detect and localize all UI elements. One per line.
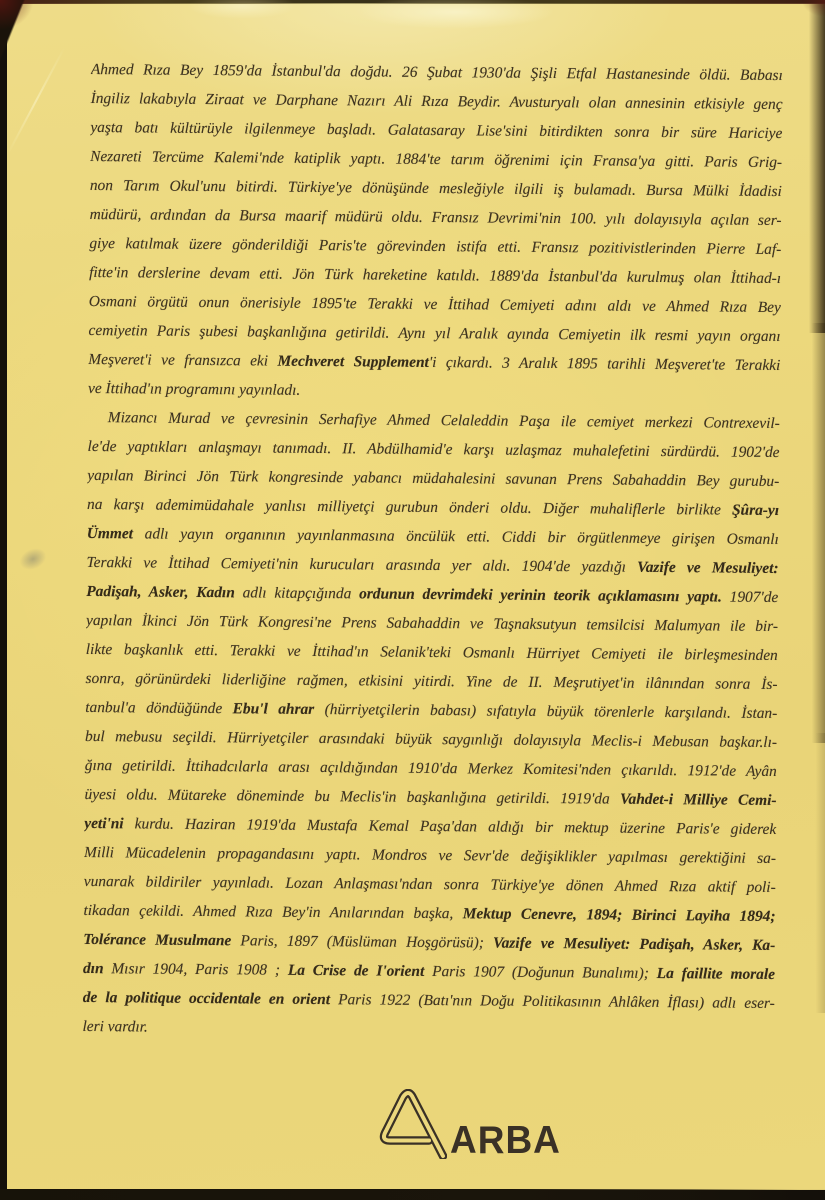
text-line: non Tarım Okul'unu bitirdi. Türkiye'ye dönüşünde mesleğiyle ilgili iş bulamadı. Bursa Mülki İdadisi (89, 176, 782, 201)
text-line: tikadan çekildi. Ahmed Rıza Bey'in Anılarından başka, Mektup Cenevre, 1894; Birinci Layiha 1894; (83, 901, 776, 926)
text-line: fitte'in derslerine devam etti. Jön Türk hareketine katıldı. 1889'da İstanbul'da kurulmuş olan İttihad-ı (89, 263, 782, 288)
scan-shadow-right (815, 733, 825, 1013)
text-line: Osmani örgütü onun önerisiyle 1895'te Terakki ve İttihad Cemiyeti adını aldı ve Ahmed Rıza Bey (88, 292, 781, 317)
text-line: likte başkanlık etti. Terakki ve İttihad'ın Selanik'teki Osmanlı Hürriyet Cemiyeti ile birleşmesinden (85, 640, 778, 665)
book-page (7, 3, 825, 1190)
text-line: yaşta batı kültürüyle ilgilenmeye başladı. Galatasaray Lise'sini bitirdikten sonra bir süre Hariciye (90, 118, 783, 143)
text-line: Milli Mücadelenin propagandasını yaptı. Mondros ve Sevr'de değişiklikler yapılması gerektiğini sa- (83, 843, 777, 868)
text-line: ve İttihad'ın programını yayınladı. (88, 379, 301, 399)
text-line: müdürü, ardından da Bursa maarif müdürü oldu. Fransız Devrimi'nin 100. yılı dolayısıyla açılan ser- (89, 205, 782, 230)
text-line: Ahmed Rıza Bey 1859'da İstanbul'da doğdu. 26 Şubat 1930'da Şişli Etfal Hastanesinde öldü. Babası (90, 60, 783, 85)
paper-smudge (16, 544, 50, 574)
text-line: dın Mısır 1904, Paris 1908 ; La Crise de I'orient Paris 1907 (Doğunun Bunalımı); La faillite morale (82, 959, 776, 984)
text-line: le'de yaptıkları anlaşmayı tanımadı. II. Abdülhamid'e karşı uzlaşmaz muhalefetini sürdürdü. 1902'de (87, 437, 780, 462)
arba-logo-a-icon (373, 1089, 447, 1159)
scan-corner-red-tint (803, 0, 825, 16)
publisher-wordmark: ARBA (450, 1118, 561, 1162)
text-line: na karşı ademimüdahale yanlısı milliyetçi gurubun önderi oldu. Diğer muhaliflerle birlikte Şûra-yı (87, 495, 780, 520)
text-line: ğına getirildi. İttihadcılarla arası açıldığından 1910'da Merkez Komitesi'nden çıkarıldı. 1912'de Ayân (84, 756, 777, 781)
text-line: yapılan İkinci Jön Türk Kongresi'ne Prens Sabahaddin ve Taşnaksutyun temsilcisi Malumyan ile bir- (85, 611, 779, 636)
text-line: Mizancı Murad ve çevresinin Serhafiye Ahmed Celaleddin Paşa ile cemiyet merkezi Contrexevil- (107, 409, 780, 433)
scan-edge-bottom (0, 1189, 825, 1200)
text-line: vunarak bildiriler yayınladı. Lozan Anlaşması'ndan sonra Türkiye'ye dönen Ahmed Rıza aktif poli- (83, 872, 776, 897)
text-line: sonra, görünürdeki liderliğine rağmen, etkisini yitirdi. Yine de II. Meşrutiyet'in ilânından sonra İs- (85, 669, 778, 694)
scan-corner-red-tint (0, 0, 34, 30)
text-line: giye katılmak üzere gönderildiği Paris'te görevinden istifa etti. Fransız pozitivistlerinden Pierre Laf- (89, 234, 782, 259)
text-line: bul mebusu seçildi. Hürriyetçiler arasındaki büyük saygınlığı dolayısıyla Meclis-i Mebusan başkar.lı- (84, 727, 778, 752)
text-line: Padişah, Asker, Kadın adlı kitapçığında ordunun devrimdeki yerinin teorik açıklamasını yaptı. 1907'de (86, 582, 779, 607)
paragraph (82, 403, 780, 1047)
text-line: tanbul'a döndüğünde Ebu'l ahrar (hürriyetçilerin babası) sıfatıyla büyük törenlerle karşılandı. İstan- (85, 698, 778, 723)
text-line: Meşveret'i ve fransızca eki Mechveret Supplement'i çıkardı. 3 Aralık 1895 tarihli Meşveret'te Terakki (88, 350, 781, 375)
text-line: de la politique occidentale en orient Paris 1922 (Batı'nın Doğu Politikasının Ahlâken İflası) adlı eser- (82, 988, 775, 1013)
text-line: Terakki ve İttihad Cemiyeti'nin kurucuları arasında yer aldı. 1904'de yazdığı Vazife ve Mesuliyet: (86, 553, 779, 578)
text-line: yapılan Birinci Jön Türk kongresinde yabancı müdahalesini savunan Prens Sabahaddin Bey gurubu- (87, 466, 780, 491)
scan-shadow-right (807, 3, 825, 333)
publisher-logo (373, 1089, 561, 1162)
text-line: yeti'ni kurdu. Haziran 1919'da Mustafa Kemal Paşa'dan aldığı bir mektup üzerine Paris'e giderek (84, 814, 777, 839)
scan-shadow-right (811, 323, 825, 743)
text-line: Tolérance Musulmane Paris, 1897 (Müslüman Hoşgörüsü); Vazife ve Mesuliyet: Padişah, Asker, Ka- (83, 930, 776, 955)
text-line: leri vardır. (82, 1017, 148, 1036)
paragraph (88, 55, 783, 409)
text-line: Nezareti Tercüme Kalemi'nde katiplik yaptı. 1884'te tarım öğrenimi için Fransa'ya gitti. Paris Grig- (90, 147, 783, 172)
text-line: İngiliz lakabıyla Ziraat ve Darphane Nazırı Ali Rıza Beydir. Avusturyalı olan annesinin etkisiyle genç (90, 89, 783, 114)
scan-edge-top (0, 0, 825, 4)
text-line: Ümmet adlı yayın organının yayınlanmasına öncülük etti. Ciddi bir örgütlenmeye girişen Osmanlı (86, 524, 779, 549)
text-line: üyesi oldu. Mütareke döneminde bu Meclis'in başkanlığına getirildi. 1919'da Vahdet-i Milliye Cemi- (84, 785, 777, 810)
text-line: cemiyetin Paris şubesi başkanlığına getirildi. Aynı yıl Aralık ayında Cemiyetin ilk resmi yayın organı (88, 321, 781, 346)
paper-wear-spot (355, 0, 555, 29)
biography-text (82, 55, 783, 1047)
